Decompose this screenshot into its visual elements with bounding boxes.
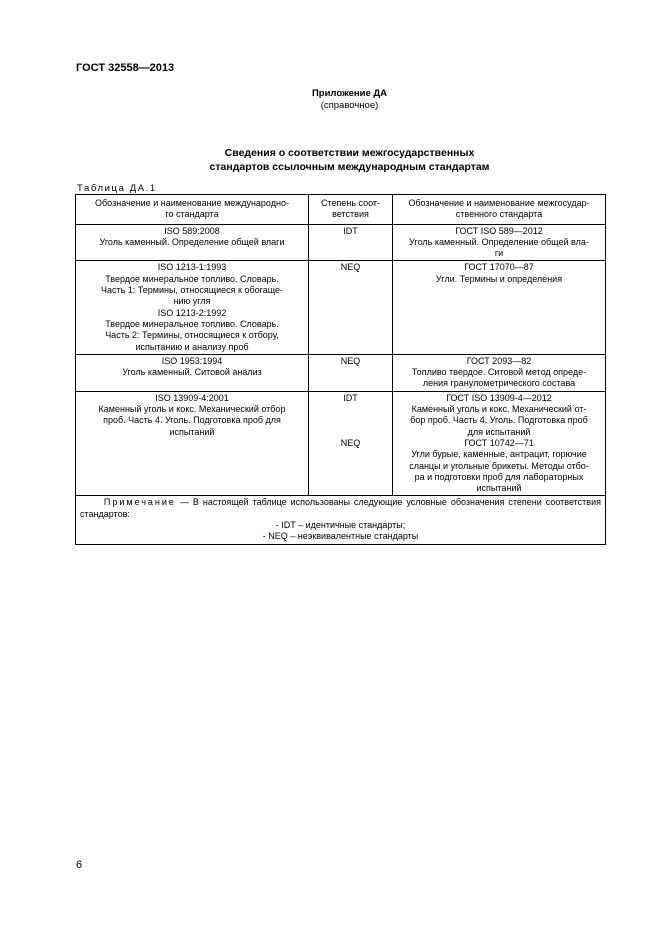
cell-line: ISO 13909-4:2001 [155, 392, 229, 403]
note-intro [80, 497, 601, 520]
cell-line: IDT [343, 392, 358, 403]
cell-line: ра и подготовки проб для лабораторных [414, 471, 584, 482]
cell-line: Уголь каменный. Ситовой анализ [122, 367, 262, 378]
header-line: Обозначение и наименование международно- [95, 198, 289, 208]
table-note [76, 496, 606, 544]
section-heading-line: Сведения о соответствии межгосударственных [224, 147, 475, 159]
cell-national-standard [393, 261, 606, 354]
cell-line: Топливо твердое. Ситовой метод опреде- [411, 367, 587, 378]
cell-line: испытанию и анализу проб [135, 341, 249, 352]
cell-international-standard [76, 391, 309, 496]
cell-line: IDT [343, 225, 358, 236]
correspondence-table [75, 194, 606, 545]
cell-line: сланцы и угольные брикеты. Методы отбо- [409, 460, 589, 471]
cell-compliance-degree [309, 261, 393, 354]
cell-line: ГОСТ 10742—71 [464, 437, 534, 448]
cell-national-standard [393, 354, 606, 391]
cell-international-standard [76, 261, 309, 354]
cell-line: ГОСТ 2093—82 [466, 355, 532, 366]
cell-line: ISO 1213-1:1993 [157, 262, 227, 273]
cell-line: испытаний [169, 426, 215, 437]
appendix-header [0, 88, 661, 112]
table-header-row [76, 195, 606, 225]
column-header-national [393, 195, 606, 225]
appendix-title: Приложение ДА [311, 88, 388, 99]
cell-compliance-degree [309, 354, 393, 391]
note-text: — В настоящей таблице использованы следующие условные обозначения степени соответствия стандартов: [80, 497, 601, 519]
cell-line: ления гранулометрического состава [422, 378, 576, 389]
appendix-subtitle: (справочное) [320, 100, 379, 111]
section-heading-line: стандартов ссылочным международным стандартам [209, 161, 490, 173]
cell-national-standard [393, 391, 606, 496]
cell-line: Уголь каменный. Определение общей вла- [409, 236, 589, 247]
table-row [76, 224, 606, 261]
cell-line: испытаний [476, 483, 522, 494]
cell-line: ГОСТ 17070—87 [464, 262, 534, 273]
cell-line: ги [494, 248, 504, 259]
cell-line: Каменный уголь и кокс. Механический отбор [98, 404, 286, 415]
cell-line: для испытаний [467, 426, 531, 437]
table-row [76, 261, 606, 354]
cell-compliance-degree [309, 224, 393, 261]
header-line: Обозначение и наименование межгосудар- [408, 198, 590, 208]
cell-compliance-degree [309, 391, 393, 496]
header-line: ственного стандарта [455, 209, 543, 220]
document-code: ГОСТ 32558—2013 [76, 62, 175, 74]
table-label: Таблица ДА.1 [77, 183, 157, 194]
cell-line: ГОСТ ISO 13909-4—2012 [446, 392, 552, 403]
cell-line: NEQ [340, 262, 361, 273]
cell-line: Часть 2: Термины, относящиеся к отбору, [105, 330, 279, 341]
header-line: го стандарта [165, 209, 219, 220]
cell-line: ISO 1953:1994 [161, 355, 223, 366]
page-number: 6 [76, 859, 83, 871]
cell-line: ГОСТ ISO 589—2012 [455, 225, 543, 236]
cell-national-standard [393, 224, 606, 261]
cell-line: Часть 1: Термины, относящиеся к обогаще- [100, 285, 284, 296]
cell-line: Твердое минеральное топливо. Словарь. [105, 318, 279, 329]
cell-line [313, 427, 388, 438]
cell-line: NEQ [340, 437, 361, 448]
cell-line: Уголь каменный. Определение общей влаги [99, 236, 285, 247]
cell-line: Каменный уголь и кокс. Механический от- [411, 404, 587, 415]
table-row [76, 391, 606, 496]
cell-line [313, 415, 388, 426]
header-line: ветствия [332, 209, 369, 220]
cell-line: Угли бурые, каменные, антрацит, горючие [411, 449, 587, 460]
cell-line [313, 404, 388, 415]
cell-line: проб. Часть 4. Уголь. Подготовка проб для [103, 415, 281, 426]
cell-line: Твердое минеральное топливо. Словарь. [105, 273, 279, 284]
column-header-degree [309, 195, 393, 225]
table-row [76, 354, 606, 391]
cell-line: бор проб. Часть 4. Уголь. Подготовка проб [410, 415, 588, 426]
cell-line: ISO 589:2008 [164, 225, 220, 236]
note-label: Примечание [103, 497, 176, 508]
note-item: - IDT – идентичные стандарты; [275, 520, 406, 531]
header-line: Степень соот- [320, 198, 381, 208]
cell-line: нию угля [173, 296, 211, 307]
cell-line: ISO 1213-2:1992 [157, 307, 227, 318]
table-note-row [76, 496, 606, 544]
note-item: - NEQ – неэквивалентные стандарты [262, 531, 419, 542]
cell-line: NEQ [340, 355, 361, 366]
column-header-international [76, 195, 309, 225]
section-heading [0, 146, 661, 174]
cell-line: Угли. Термины и определения [435, 273, 563, 284]
cell-international-standard [76, 224, 309, 261]
cell-international-standard [76, 354, 309, 391]
